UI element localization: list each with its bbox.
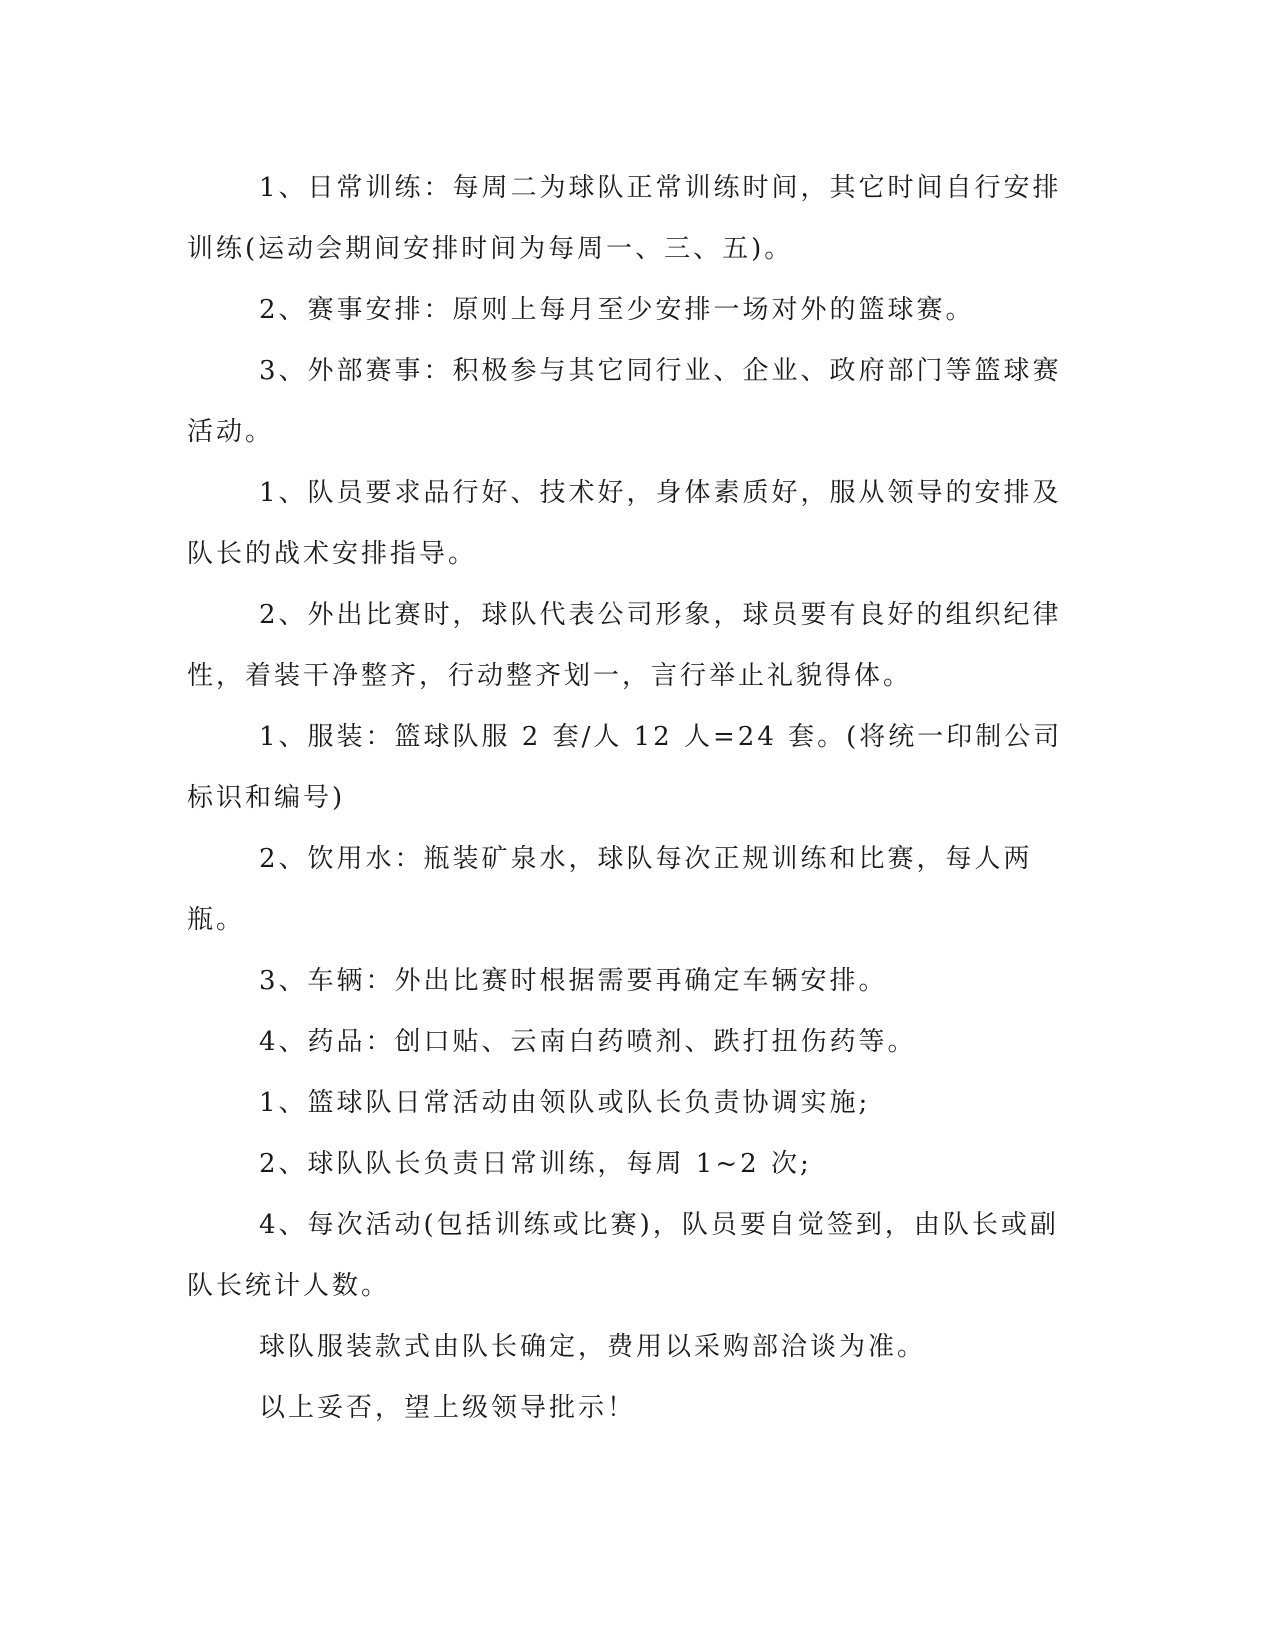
paragraph: 3、车辆：外出比赛时根据需要再确定车辆安排。 [259, 966, 888, 996]
paragraph: 4、每次活动(包括训练或比赛)，队员要自觉签到，由队长或副队长统计人数。 [187, 1210, 1059, 1301]
paragraph: 4、药品：创口贴、云南白药喷剂、跌打扭伤药等。 [259, 1027, 917, 1057]
paragraph: 2、球队队长负责日常训练，每周 1~2 次; [259, 1149, 812, 1179]
paragraph: 2、饮用水：瓶装矿泉水，球队每次正规训练和比赛，每人两瓶。 [187, 844, 1033, 935]
paragraph: 3、外部赛事：积极参与其它同行业、企业、政府部门等篮球赛活动。 [187, 356, 1062, 447]
paragraph: 球队服装款式由队长确定，费用以采购部洽谈为准。 [259, 1332, 927, 1362]
paragraph: 1、日常训练：每周二为球队正常训练时间，其它时间自行安排训练(运动会期间安排时间为每周一、三、五)。 [187, 173, 1062, 264]
paragraph: 以上妥否，望上级领导批示！ [259, 1393, 637, 1423]
paragraph: 2、外出比赛时，球队代表公司形象，球员要有良好的组织纪律性，着装干净整齐，行动整齐划一，言行举止礼貌得体。 [187, 600, 1062, 691]
paragraph: 1、服装：篮球队服 2 套/人 12 人=24 套。(将统一印制公司标识和编号) [187, 722, 1063, 813]
document-body [187, 158, 1067, 1439]
paragraph: 1、篮球队日常活动由领队或队长负责协调实施; [259, 1088, 871, 1118]
paragraph: 1、队员要求品行好、技术好，身体素质好，服从领导的安排及队长的战术安排指导。 [187, 478, 1062, 569]
paragraph: 2、赛事安排：原则上每月至少安排一场对外的篮球赛。 [259, 295, 975, 325]
